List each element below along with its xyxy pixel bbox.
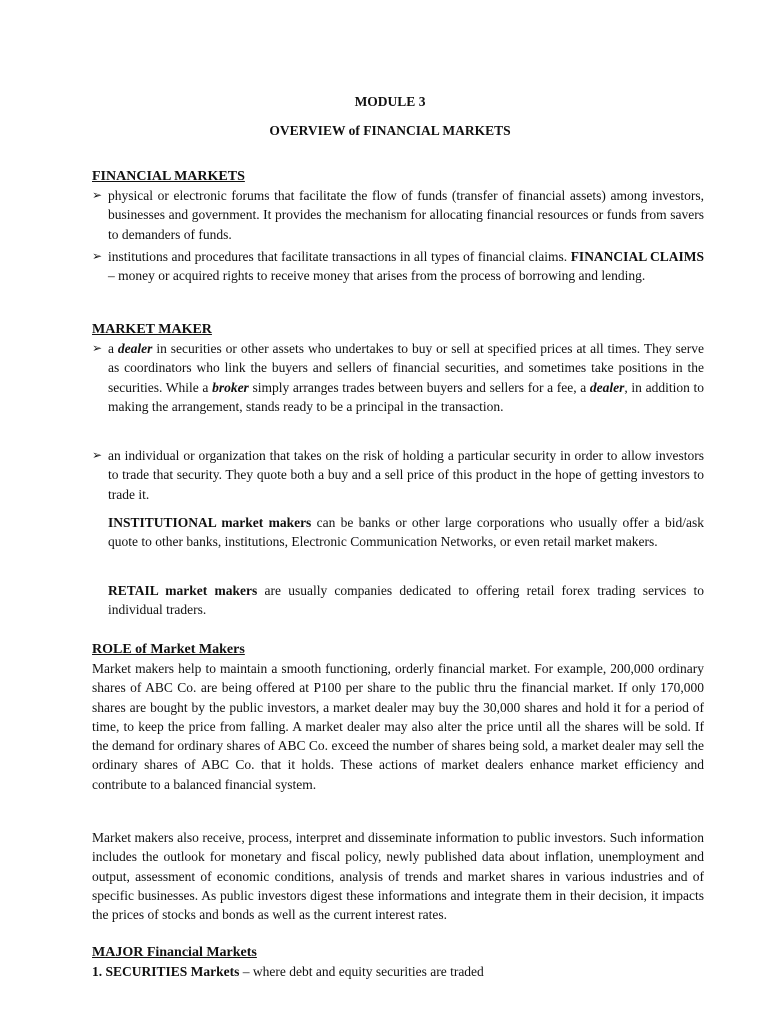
arrowhead-icon: ➢ [92, 448, 103, 462]
item-text: – where debt and equity securities are traded [239, 964, 484, 979]
term-broker: broker [212, 379, 249, 395]
section-heading-role: ROLE of Market Makers [92, 642, 245, 657]
role-paragraph-1: Market makers help to maintain a smooth functioning, orderly financial market. For example, 200,000 ordinary shares of ABC Co. are being offered at P100 per share to the public thru the financial market. If only 170,000 shares are bought by the public investors, a market dealer may buy the 30,000 shares and hold it for a period of time, to keep the price from falling. A market dealer may also alter the price until all the shares will be sold. If the demand for ordinary shares of ABC Co. exceed the number of shares being sold, a market dealer may sell the ordinary shares of ABC Co. that it holds. These actions of market dealers enhance market efficiency and contribute to a balanced financial system. [92, 661, 704, 792]
term-dealer: dealer [589, 379, 625, 395]
bullet-text [92, 339, 704, 416]
bullet-text-part: institutions and procedures that facilitate transactions in all types of financial claims. [108, 249, 571, 264]
bullet-text: an individual or organization that takes on the risk of holding a particular security in order to allow investors to trade that security. They quote both a buy and a sell price of this product in the hope of getting investors to trade it. [108, 448, 704, 502]
arrowhead-icon: ➢ [92, 188, 103, 202]
section-heading-major-markets: MAJOR Financial Markets [92, 945, 257, 960]
major-markets-item-1 [92, 962, 704, 981]
item-number: 1. [92, 964, 106, 979]
section-heading-market-maker: MARKET MAKER [92, 322, 212, 337]
bullet-text: physical or electronic forums that facilitate the flow of funds (transfer of financial assets) among investors, businesses and government. It provides the mechanism for allocating financial resources or funds from savers to demanders of funds. [108, 188, 704, 242]
bullet-text-part: a [108, 341, 118, 356]
bullet-market-maker-1 [92, 339, 704, 416]
bullet-financial-markets-2 [92, 247, 704, 286]
arrowhead-icon: ➢ [92, 249, 103, 263]
term-retail-market-makers: RETAIL market makers [108, 583, 258, 598]
bullet-text-part: in securities or other assets who undertakes to buy or sell at specified prices at all times. They serve as coordinators who link the buyers and sellers of financial securities, and sometimes take positions in the securities. While a [108, 341, 704, 395]
bullet-text-part: simply arranges trades between buyers and sellers for a fee, a [248, 379, 590, 395]
arrowhead-icon: ➢ [92, 341, 103, 355]
section-heading-financial-markets: FINANCIAL MARKETS [92, 169, 245, 184]
bullet-financial-markets-1 [92, 186, 704, 244]
bullet-text [92, 247, 704, 286]
retail-market-makers-paragraph [108, 581, 704, 620]
institutional-market-makers-paragraph [108, 513, 704, 552]
module-title: MODULE 3 [354, 94, 426, 109]
term-securities-markets: SECURITIES Markets [105, 964, 240, 979]
bullet-text-part: , in addition to making the arrangement, stands ready to be a principal in the transaction. [108, 379, 704, 414]
term-financial-claims: FINANCIAL CLAIMS [570, 249, 704, 264]
paragraph-text: are usually companies dedicated to offering retail forex trading services to individual traders. [108, 583, 704, 618]
page-subtitle: OVERVIEW of FINANCIAL MARKETS [269, 123, 511, 138]
bullet-market-maker-2 [92, 446, 704, 504]
paragraph-text: can be banks or other large corporations who usually offer a bid/ask quote to other banks, institutions, Electronic Communication Networks, or even retail market makers. [108, 515, 704, 550]
term-dealer: dealer [117, 341, 153, 356]
role-paragraph-2: Market makers also receive, process, interpret and disseminate information to public investors. Such information includes the outlook for monetary and fiscal policy, newly published data about inflation, unemployment and output, assessment of economic conditions, analysis of trends and market shares in various industries and of specific businesses. As public investors digest these informations and integrate them in their decision, it impacts the prices of stocks and bonds as well as the current interest rates. [92, 830, 704, 923]
term-institutional-market-makers: INSTITUTIONAL market makers [108, 515, 312, 530]
bullet-text-part: – money or acquired rights to receive money that arises from the process of borrowing and lending. [108, 268, 646, 284]
